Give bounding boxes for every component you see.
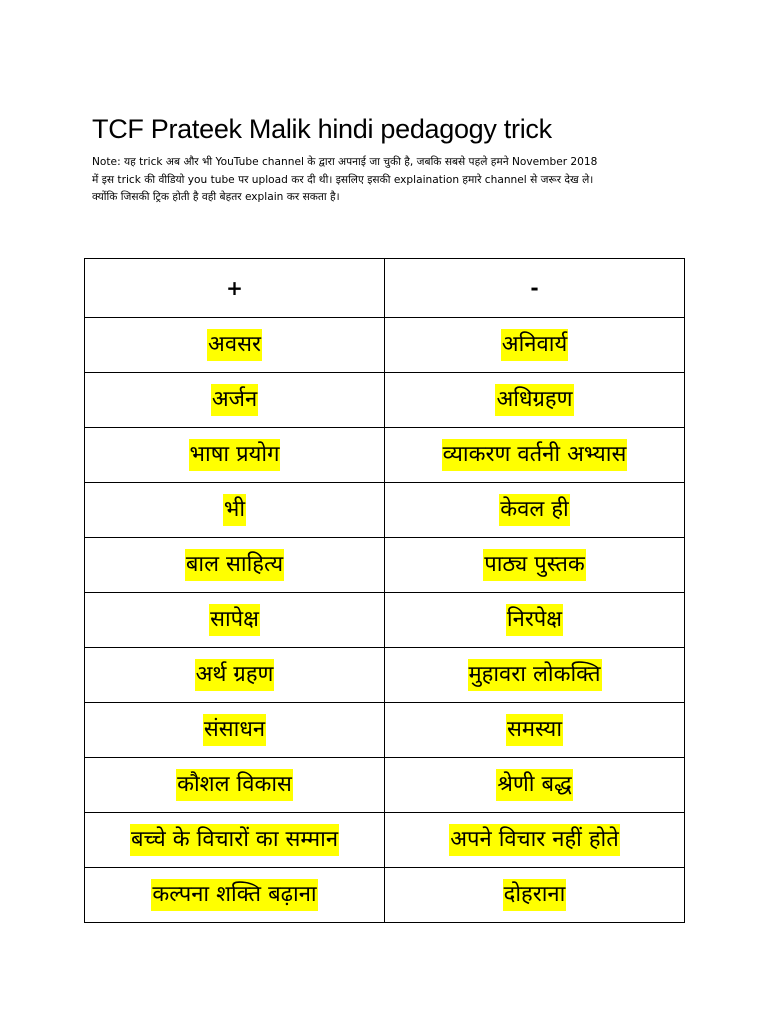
plus-term: कल्पना शक्ति बढ़ाना xyxy=(151,879,317,911)
minus-term: दोहराना xyxy=(503,879,567,911)
minus-term: निरपेक्ष xyxy=(506,604,563,636)
plus-cell xyxy=(85,758,385,813)
plus-cell xyxy=(85,483,385,538)
table-row xyxy=(85,318,685,373)
table-row xyxy=(85,428,685,483)
minus-term: अनिवार्य xyxy=(501,329,568,361)
note-line: में इस trick की वीडियो you tube पर upload कर दी थी। इसलिए इसकी explaination हमारे channel से जरूर देख ले। xyxy=(92,173,594,186)
minus-cell xyxy=(385,318,685,373)
trick-table xyxy=(84,258,685,923)
minus-term: मुहावरा लोकक्ति xyxy=(468,659,602,691)
note-paragraph xyxy=(92,154,692,207)
plus-term: बाल साहित्य xyxy=(185,549,284,581)
minus-term: केवल ही xyxy=(499,494,569,526)
table-row xyxy=(85,483,685,538)
plus-term: बच्चे के विचारों का सम्मान xyxy=(130,824,339,856)
minus-cell xyxy=(385,758,685,813)
minus-term: व्याकरण वर्तनी अभ्यास xyxy=(442,439,628,471)
table-row xyxy=(85,813,685,868)
minus-cell xyxy=(385,538,685,593)
plus-cell xyxy=(85,648,385,703)
plus-term: अर्थ ग्रहण xyxy=(195,659,275,691)
table-row xyxy=(85,868,685,923)
minus-term: पाठ्य पुस्तक xyxy=(483,549,586,581)
table-row xyxy=(85,703,685,758)
plus-cell xyxy=(85,538,385,593)
minus-cell xyxy=(385,703,685,758)
plus-term: भी xyxy=(223,494,246,526)
minus-cell xyxy=(385,813,685,868)
table-row xyxy=(85,648,685,703)
plus-cell xyxy=(85,373,385,428)
note-line: Note: यह trick अब और भी YouTube channel के द्वारा अपनाई जा चुकी है, जबकि सबसे पहले हमने November 2018 xyxy=(92,156,598,168)
minus-term: श्रेणी बद्ध xyxy=(496,769,572,801)
minus-term: अपने विचार नहीं होते xyxy=(449,824,620,856)
table-row xyxy=(85,758,685,813)
minus-cell xyxy=(385,868,685,923)
table-header-row xyxy=(85,259,685,318)
plus-cell xyxy=(85,703,385,758)
plus-term: संसाधन xyxy=(203,714,266,746)
minus-cell xyxy=(385,373,685,428)
table-row xyxy=(85,538,685,593)
plus-term: अवसर xyxy=(207,329,262,361)
plus-term: कौशल विकास xyxy=(176,769,293,801)
table-row xyxy=(85,593,685,648)
plus-term: भाषा प्रयोग xyxy=(189,439,281,471)
plus-cell xyxy=(85,868,385,923)
plus-column-header: + xyxy=(85,259,385,318)
minus-cell xyxy=(385,428,685,483)
minus-cell xyxy=(385,648,685,703)
minus-column-header: - xyxy=(385,259,685,318)
table-row xyxy=(85,373,685,428)
minus-cell xyxy=(385,483,685,538)
page-title: TCF Prateek Malik hindi pedagogy trick xyxy=(92,114,552,145)
plus-cell xyxy=(85,428,385,483)
plus-cell xyxy=(85,318,385,373)
plus-cell xyxy=(85,813,385,868)
minus-term: अधिग्रहण xyxy=(495,384,573,416)
note-line: क्योंकि जिसकी ट्रिक होती है वही बेहतर explain कर सकता है। xyxy=(92,191,340,203)
plus-term: सापेक्ष xyxy=(209,604,260,636)
minus-cell xyxy=(385,593,685,648)
plus-cell xyxy=(85,593,385,648)
minus-term: समस्या xyxy=(506,714,563,746)
plus-term: अर्जन xyxy=(211,384,258,416)
